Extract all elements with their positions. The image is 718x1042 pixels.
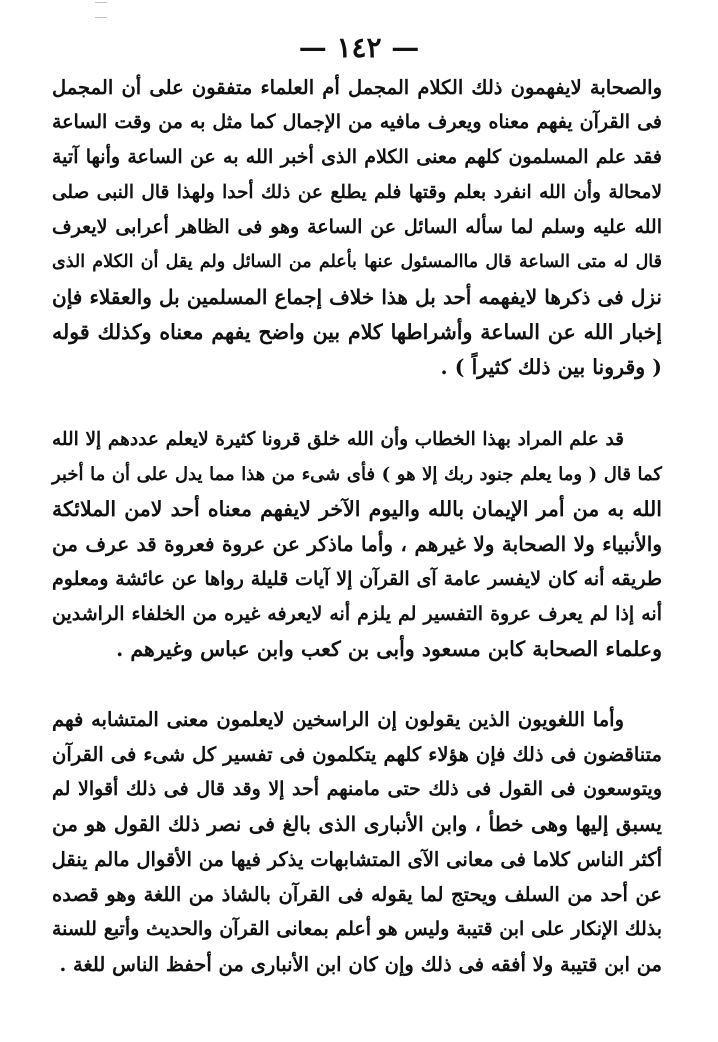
paragraph-line: فقد علم المسلمون كلهم معنى الكلام الذى أخبر الله به عن الساعة وأنها آتية (52, 146, 662, 168)
paragraph-line: إخبار الله عن الساعة وأشراطها كلام بين واضح يفهم معناه وكذلك قوله (52, 320, 662, 344)
paragraph-line: من ابن قتيبة ولا أفقه فى ذلك وإن كان ابن الأنبارى من أحفظ الناس للغة . (59, 953, 662, 976)
paragraph-line: الله به من أمر الإيمان بالله واليوم الآخر لايفهم معناه أحد لامن الملائكة (52, 497, 662, 521)
paragraph-3 (52, 702, 662, 982)
paragraph-line: قال له متى الساعة قال ماالمسئول عنها بأعلم من السائل ولم يقل أن الكلام الذى (52, 252, 662, 272)
paragraph-line: أنه إذا لم يعرف عروة التفسير لم يلزم أنه لايعرفه غيره من الخلفاء الراشدين (52, 603, 662, 625)
paragraph-line: الله عليه وسلم لما سأله السائل عن الساعة وهو فى الظاهر أعرابى لايعرف (52, 216, 662, 238)
paragraph-line: لامحالة وأن الله انفرد بعلم وقتها فلم يطلع عن ذلك أحدا ولهذا قال النبى صلى (52, 182, 662, 203)
paragraph-line: كما قال ( وما يعلم جنود ربك إلا هو ) فأى شىء من هذا مما يدل على أن ما أخبر (52, 464, 662, 485)
paragraph-2 (52, 422, 662, 667)
paragraph-line: فى القرآن يفهم معناه ويعرف مافيه من الإجمال كما مثل به من وقت الساعة (52, 111, 662, 133)
paragraph-line: بذلك الإنكار على ابن قتيبة وليس هو أعلم بمعانى القرآن والحديث وأتبع للسنة (52, 918, 662, 940)
paragraph-line: طريقه أنه كان لايفسر عامة آى القرآن إلا آيات قليلة رواها عن عائشة ومعلوم (52, 568, 662, 590)
paragraph-1 (52, 70, 662, 385)
paragraph-line: وعلماء الصحابة كابن مسعود وأبى بن كعب وابن عباس وغيرهم . (116, 637, 662, 661)
paragraph-line: يسبق إليها وهى خطأ ، وابن الأنبارى الذى بالغ فى نصر ذلك القول هو من (52, 812, 662, 836)
paragraph-line: ويتوسعون فى القول فى ذلك حتى مامنهم أحد إلا وقد قال فى ذلك أقوالا لم (52, 778, 662, 800)
page-number: — ١٤٢ — (298, 31, 420, 64)
paragraph-line: متناقضون فى ذلك فإن هؤلاء كلهم يتكلمون فى تفسير كل شىء فى القرآن (52, 743, 662, 766)
paragraph-line: أكثر الناس كلاما فى معانى الآى المتشابهات يذكر فيها من الأقوال مالم ينقل (51, 848, 662, 871)
paragraph-line: نزل فى ذكرها لايفهمه أحد بل هذا خلاف إجماع المسلمين بل والعقلاء فإن (52, 285, 662, 309)
paragraph-line: عن أحد من السلف ويحتج لما يقوله فى القرآن بالشاذ من اللغة وهو قصده (52, 883, 662, 906)
paragraph-line: والصحابة لايفهمون ذلك الكلام المجمل أم العلماء متفقون على أن المجمل (52, 76, 662, 99)
paragraph-line: ( وقرونا بين ذلك كثيراً ) . (440, 355, 662, 379)
paragraph-line: وأما اللغويون الذين يقولون إن الراسخين لايعلمون معنى المتشابه فهم (52, 708, 624, 731)
paragraph-line: والأنبياء ولا الصحابة ولا غيرهم ، وأما ماذكر عن عروة فعروة قد عرف من (52, 532, 662, 556)
paragraph-line: قد علم المراد بهذا الخطاب وأن الله خلق قرونا كثيرة لايعلم عددهم إلا الله (52, 429, 624, 450)
scan-corner-mark (95, 2, 107, 18)
